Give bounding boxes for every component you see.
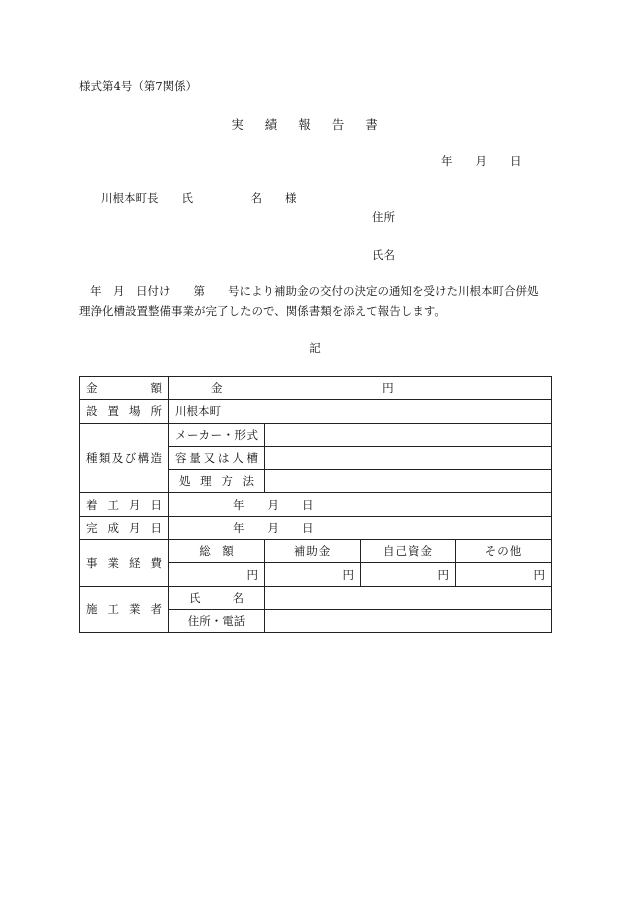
location-label: 設置場所 (80, 400, 169, 423)
addressee: 川根本町長 氏 名 様 (101, 191, 297, 205)
complete-value[interactable]: 年 月 日 (169, 516, 552, 539)
contractor-name-label: 氏名 (169, 586, 265, 609)
name-label: 氏名 (372, 248, 395, 262)
table-row-start (80, 493, 552, 516)
contractor-label: 施工業者 (80, 586, 169, 633)
maker-value[interactable] (265, 423, 552, 446)
cost-header-own-funds: 自己資金 (361, 540, 456, 563)
start-label: 着工月日 (80, 493, 169, 516)
capacity-value[interactable] (265, 446, 552, 469)
document-title: 実績報告書 (231, 117, 399, 132)
cost-own-funds-value[interactable]: 円 (361, 563, 456, 586)
cost-header-total: 総 額 (169, 540, 265, 563)
date-line: 年 月 日 (441, 154, 522, 168)
start-value[interactable]: 年 月 日 (169, 493, 552, 516)
contractor-name-value[interactable] (265, 586, 552, 609)
form-number: 様式第4号（第7関係） (79, 79, 198, 93)
ki-heading: 記 (309, 341, 321, 355)
table-row-maker (80, 423, 552, 446)
report-table (79, 376, 552, 633)
cost-other-value[interactable]: 円 (456, 563, 552, 586)
method-value[interactable] (265, 470, 552, 493)
table-row-contractor-name (80, 586, 552, 609)
method-label: 処理方法 (169, 470, 265, 493)
body-line-2: 理浄化槽設置整備事業が完了したので、関係書類を添えて報告します。 (79, 304, 446, 318)
amount-value-cell[interactable] (169, 377, 552, 400)
amount-label: 金額 (80, 377, 169, 400)
cost-header-other: その他 (456, 540, 552, 563)
table-row-amount (80, 377, 552, 400)
cost-subsidy-value[interactable]: 円 (265, 563, 361, 586)
body-line-1: 年 月 日付け 第 号により補助金の交付の決定の通知を受けた川根本町合併処 (90, 284, 539, 298)
cost-label: 事業経費 (80, 540, 169, 587)
location-value[interactable]: 川根本町 (169, 400, 552, 423)
table-row-location (80, 400, 552, 423)
amount-yen: 円 (382, 381, 394, 396)
maker-label: メーカー・形式 (169, 423, 265, 446)
contractor-contact-label: 住所・電話 (169, 609, 265, 632)
cost-header-subsidy: 補助金 (265, 540, 361, 563)
contractor-contact-value[interactable] (265, 609, 552, 632)
table-row-complete (80, 516, 552, 539)
complete-label: 完成月日 (80, 516, 169, 539)
capacity-label: 容量又は人槽 (169, 446, 265, 469)
amount-kin: 金 (211, 381, 223, 396)
type-label: 種類及び構造 (80, 423, 169, 493)
cost-total-value[interactable]: 円 (169, 563, 265, 586)
address-label: 住所 (372, 210, 395, 224)
table-row-cost-headers (80, 540, 552, 563)
